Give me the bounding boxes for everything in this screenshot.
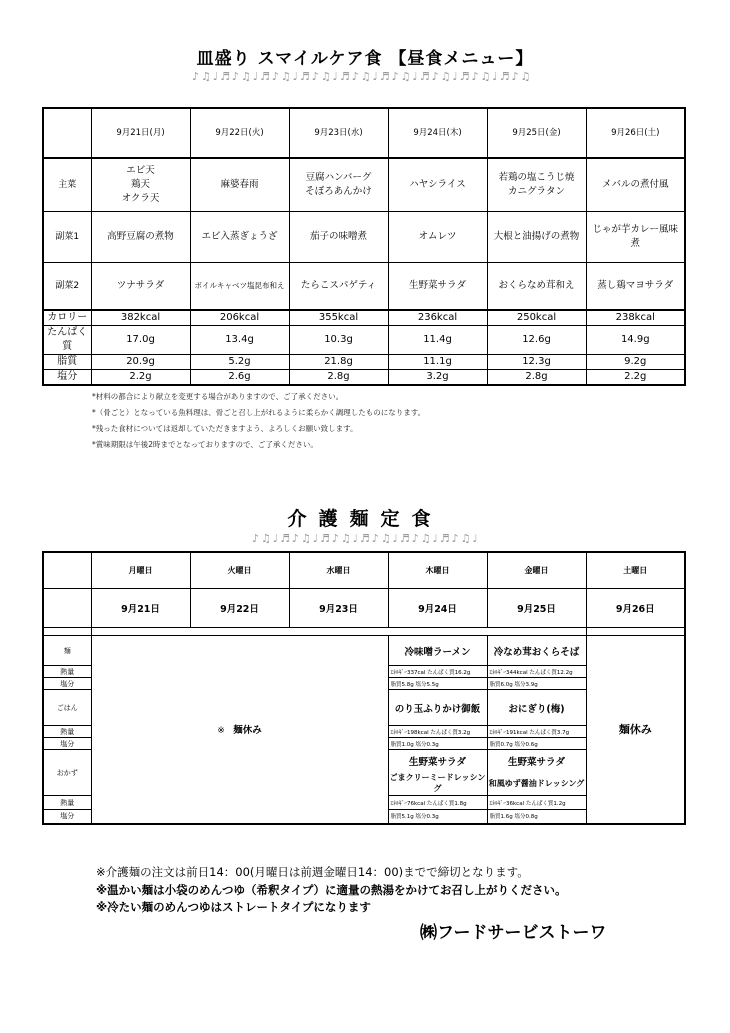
- gap-row: [43, 628, 685, 636]
- fri-rice: おにぎり(梅): [487, 690, 586, 726]
- menu-cell: 高野豆腐の煮物: [91, 212, 190, 263]
- value-cell: 17.0g: [91, 326, 190, 355]
- date-row: [43, 589, 685, 628]
- menu-cell: ツナサラダ: [91, 263, 190, 311]
- value-cell: 2.8g: [487, 370, 586, 386]
- row-label: 副菜1: [43, 212, 91, 263]
- value-cell: 355kcal: [289, 310, 388, 326]
- value-cell: 2.2g: [586, 370, 685, 386]
- value-cell: 13.4g: [190, 326, 289, 355]
- care-noodle-table: [42, 551, 686, 825]
- thu-rice-fat-salt: 脂質1.0g 塩分0.3g: [388, 738, 487, 750]
- thu-rice: のり玉ふりかけ御飯: [388, 690, 487, 726]
- date-header: 9月23日: [289, 589, 388, 628]
- weekday-header: 土曜日: [586, 552, 685, 589]
- company-name: ㈱フードサービストーワ: [420, 923, 607, 943]
- value-cell: 2.2g: [91, 370, 190, 386]
- row-label: おかず: [43, 750, 91, 796]
- calorie-row: [43, 310, 685, 326]
- note-line: *賞味期限は午後2時までとなっておりますので、ご了承ください。: [92, 440, 318, 449]
- thu-okazu-fat-salt: 脂質5.1g 塩分0.3g: [388, 810, 487, 824]
- thu-rice-energy: ｴﾈﾙｷﾞｰ198kcal たんぱく質3.2g: [388, 726, 487, 738]
- value-cell: 382kcal: [91, 310, 190, 326]
- thu-noodle-energy: ｴﾈﾙｷﾞｰ337cal たんぱく質16.2g: [388, 666, 487, 678]
- value-cell: 3.2g: [388, 370, 487, 386]
- weekday-header: 月曜日: [91, 552, 190, 589]
- date-header: 9月24日: [388, 589, 487, 628]
- fri-okazu-fat-salt: 脂質1.6g 塩分0.8g: [487, 810, 586, 824]
- side-dish-2-row: [43, 263, 685, 311]
- weekday-header: 金曜日: [487, 552, 586, 589]
- corner-cell: [43, 108, 91, 158]
- value-cell: 238kcal: [586, 310, 685, 326]
- closed-text: 麺休み: [233, 725, 262, 737]
- date-header: 9月25日: [487, 589, 586, 628]
- fri-rice-fat-salt: 脂質0.7g 塩分0.6g: [487, 738, 586, 750]
- date-header: 9月22日: [190, 589, 289, 628]
- fri-noodle-fat-salt: 脂質6.0g 塩分3.9g: [487, 678, 586, 690]
- row-label: 熱量: [43, 726, 91, 738]
- day-header: 9月21日(月): [91, 108, 190, 158]
- menu-cell: ボイルキャベツ塩昆布和え: [190, 263, 289, 311]
- music-notes-decoration: ♪♫♩♬♪♫♩♬♪♫♩♬♪♫♩♬♪♫♩♬♪♫♩♬♪♫♩♬♪♫♩♬♪♫: [192, 70, 532, 83]
- row-label: 熱量: [43, 796, 91, 810]
- thu-okazu-dressing: ごまクリーミードレッシング: [388, 772, 487, 796]
- side-dish-1-row: [43, 212, 685, 263]
- value-cell: 11.4g: [388, 326, 487, 355]
- date-header: 9月26日: [586, 589, 685, 628]
- sat-closed: 麺休み: [586, 636, 685, 824]
- fri-okazu: 生野菜サラダ: [487, 750, 586, 772]
- closed-mark: ※: [217, 726, 225, 737]
- weekday-row: [43, 552, 685, 589]
- day-header: 9月25日(金): [487, 108, 586, 158]
- fri-okazu-dressing: 和風ゆず醤油ドレッシング: [487, 772, 586, 796]
- row-label: 麺: [43, 636, 91, 666]
- fri-rice-energy: ｴﾈﾙｷﾞｰ191kcal たんぱく質3.7g: [487, 726, 586, 738]
- row-label: 熱量: [43, 666, 91, 678]
- value-cell: 9.2g: [586, 355, 685, 370]
- main-dish-row: [43, 158, 685, 212]
- closed-block-mon-wed: [91, 636, 388, 824]
- date-header: 9月21日: [91, 589, 190, 628]
- value-cell: 21.8g: [289, 355, 388, 370]
- value-cell: 10.3g: [289, 326, 388, 355]
- menu-cell: ハヤシライス: [388, 158, 487, 212]
- lunch-title: 皿盛り スマイルケア食 【昼食メニュー】: [196, 49, 534, 69]
- corner-cell: [43, 552, 91, 589]
- value-cell: 206kcal: [190, 310, 289, 326]
- row-label: ごはん: [43, 690, 91, 726]
- weekday-header: 火曜日: [190, 552, 289, 589]
- value-cell: 20.9g: [91, 355, 190, 370]
- note-line: *（骨ごと）となっている魚料理は、骨ごと召し上がれるように柔らかく調理したものになります。: [92, 408, 426, 417]
- fri-noodle-energy: ｴﾈﾙｷﾞｰ344kcal たんぱく質12.2g: [487, 666, 586, 678]
- row-label: 主菜: [43, 158, 91, 212]
- lunch-header-row: [43, 108, 685, 158]
- menu-cell: 茄子の味噌煮: [289, 212, 388, 263]
- thu-noodle-fat-salt: 脂質5.8g 塩分5.5g: [388, 678, 487, 690]
- menu-cell: おくらなめ茸和え: [487, 263, 586, 311]
- menu-cell: 麻婆春雨: [190, 158, 289, 212]
- value-cell: 236kcal: [388, 310, 487, 326]
- value-cell: 12.3g: [487, 355, 586, 370]
- day-header: 9月23日(水): [289, 108, 388, 158]
- salt-row: [43, 370, 685, 386]
- menu-cell: 大根と油揚げの煮物: [487, 212, 586, 263]
- thu-okazu-energy: ｴﾈﾙｷﾞｰ76kcal たんぱく質1.8g: [388, 796, 487, 810]
- note-line: *材料の都合により献立を変更する場合がありますので、ご了承ください。: [92, 392, 344, 401]
- menu-cell: エビ入蒸ぎょうざ: [190, 212, 289, 263]
- footer-line: ※温かい麺は小袋のめんつゆ（希釈タイプ）に適量の熱湯をかけてお召し上がりください。: [96, 883, 567, 897]
- day-header: 9月24日(木): [388, 108, 487, 158]
- menu-cell: オムレツ: [388, 212, 487, 263]
- fri-okazu-energy: ｴﾈﾙｷﾞｰ36kcal たんぱく質1.2g: [487, 796, 586, 810]
- value-cell: 2.6g: [190, 370, 289, 386]
- fri-noodle: 冷なめ茸おくらそば: [487, 636, 586, 666]
- weekday-header: 木曜日: [388, 552, 487, 589]
- noodle-row: [43, 636, 685, 666]
- menu-cell: メバルの煮付風: [586, 158, 685, 212]
- menu-cell: たらこスパゲティ: [289, 263, 388, 311]
- value-cell: 5.2g: [190, 355, 289, 370]
- fat-row: [43, 355, 685, 370]
- lunch-menu-table: [42, 107, 686, 386]
- menu-cell: 生野菜サラダ: [388, 263, 487, 311]
- row-label: 塩分: [43, 370, 91, 386]
- row-label: 副菜2: [43, 263, 91, 311]
- row-label: 塩分: [43, 810, 91, 824]
- day-header: 9月22日(火): [190, 108, 289, 158]
- value-cell: 250kcal: [487, 310, 586, 326]
- row-label: たんぱく質: [43, 326, 91, 355]
- value-cell: 2.8g: [289, 370, 388, 386]
- value-cell: 14.9g: [586, 326, 685, 355]
- row-label: カロリー: [43, 310, 91, 326]
- menu-cell: 若鶏の塩こうじ焼 カニグラタン: [487, 158, 586, 212]
- protein-row: [43, 326, 685, 355]
- row-label: 塩分: [43, 678, 91, 690]
- row-label: 脂質: [43, 355, 91, 370]
- music-notes-decoration: ♪♫♩♬♪♫♩♬♪♫♩♬♪♫♩♬♪♫♩♬♪♫♩: [252, 532, 480, 545]
- note-line: *残った食材については返却していただきますよう、よろしくお願い致します。: [92, 424, 358, 433]
- footer-line: ※介護麺の注文は前日14：00(月曜日は前週金曜日14：00)までで締切となります。: [96, 865, 529, 879]
- care-title: 介護麺定食: [287, 508, 443, 530]
- thu-okazu: 生野菜サラダ: [388, 750, 487, 772]
- value-cell: 12.6g: [487, 326, 586, 355]
- menu-cell: 蒸し鶏マヨサラダ: [586, 263, 685, 311]
- day-header: 9月26日(土): [586, 108, 685, 158]
- weekday-header: 水曜日: [289, 552, 388, 589]
- row-label: 塩分: [43, 738, 91, 750]
- menu-cell: 豆腐ハンバーグ そぼろあんかけ: [289, 158, 388, 212]
- menu-cell: じゃが芋カレー風味 煮: [586, 212, 685, 263]
- value-cell: 11.1g: [388, 355, 487, 370]
- thu-noodle: 冷味噌ラーメン: [388, 636, 487, 666]
- menu-cell: エビ天 鶏天 オクラ天: [91, 158, 190, 212]
- footer-line: ※冷たい麺のめんつゆはストレートタイプになります: [96, 900, 371, 914]
- corner-cell: [43, 589, 91, 628]
